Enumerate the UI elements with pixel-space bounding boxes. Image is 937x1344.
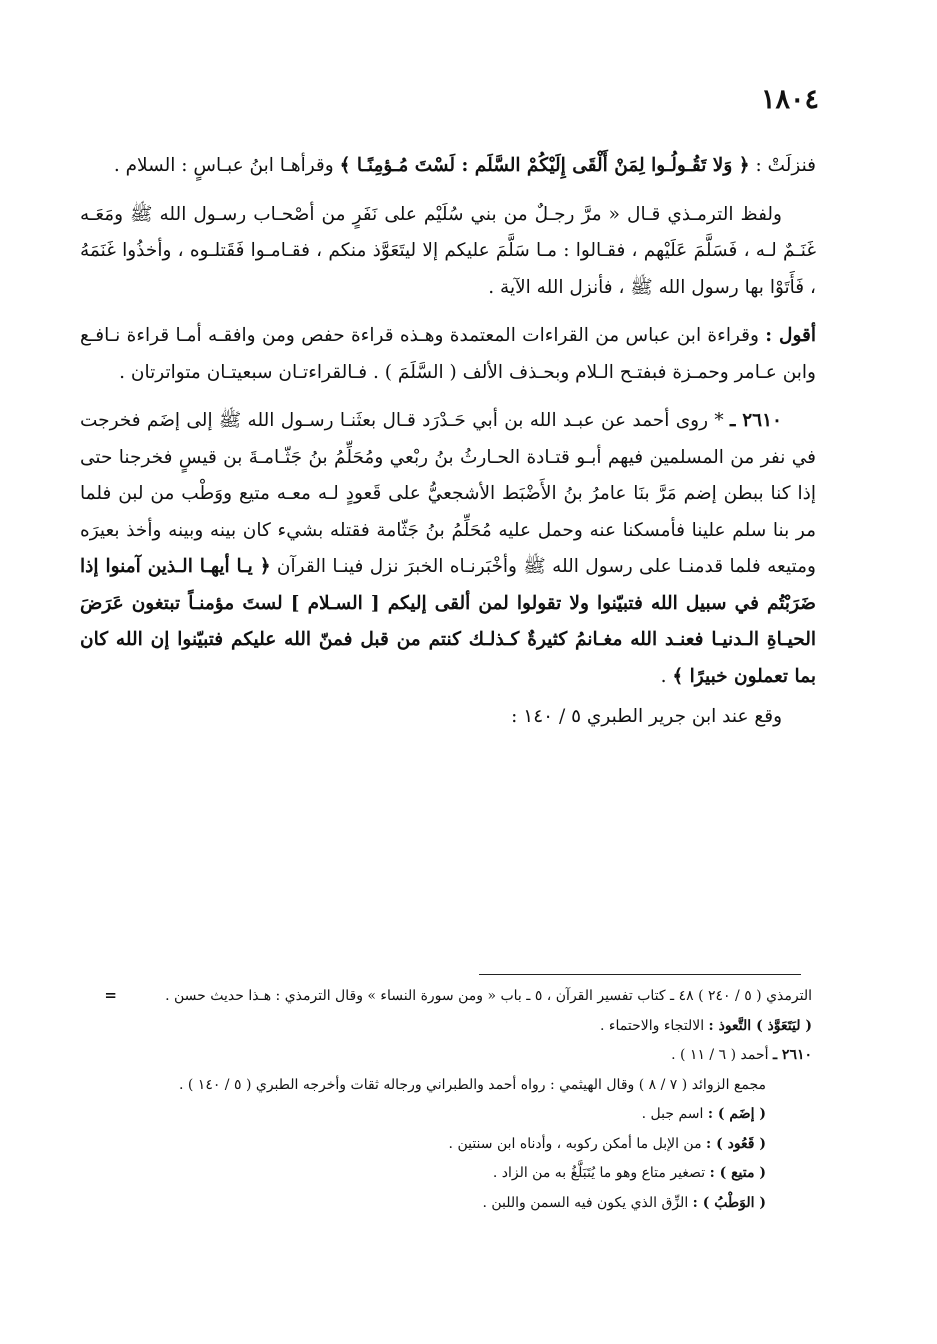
- footnote-term: ( متيع ) :: [709, 1165, 766, 1181]
- footnote-text: الزِّق الذي يكون فيه السمن واللبن .: [482, 1194, 693, 1211]
- footnote-line: [90, 1041, 812, 1071]
- footnote-line: [90, 1100, 812, 1130]
- footnote-line: [90, 1130, 812, 1160]
- paragraph-tabari: [80, 699, 816, 736]
- footnote-term: ( ليَتَعَوَّذ ) التَّعوذ :: [708, 1017, 812, 1034]
- footnote-continuation-mark: =: [104, 986, 117, 1004]
- footnotes: [90, 982, 812, 1218]
- page-number: ١٨٠٤: [760, 84, 819, 115]
- footnote-line: [90, 982, 812, 1012]
- footnote-line: [90, 1071, 812, 1101]
- paragraph-text: ولفظ الترمـذي قـال « مرَّ رجـلٌ من بني سُلَيْم على نَفَرٍ من أصْحـاب رسـول الله ﷺ ومَعَـه غَنَـمٌ لـه ، فَسَلَّمَ عَلَيْهم ، فقـالوا : مـا سَلَّمَ عليكم إلا ليتَعَوَّذ منكم ، فقـامـوا فَقَتلـوه ، وأخذُوا غَنَمَهُ ، فَأَتَوْا بها رسول الله ﷺ ، فأنزل الله الآية .: [80, 203, 816, 298]
- footnote-line: [90, 1159, 812, 1189]
- footnote-text: الترمذي ( ٥ / ٢٤٠ ) ٤٨ ـ كتاب تفسير القرآن ، ٥ ـ باب « ومن سورة النساء » وقال الترمذي : هـذا حديث حسن .: [165, 988, 812, 1004]
- footnote-text: مجمع الزوائد ( ٧ / ٨ ) وقال الهيثمي : رواه أحمد والطبراني ورجاله ثقات وأخرجه الطبري ( ٥ / ١٤٠ ) .: [178, 1076, 766, 1093]
- footnote-term: ٢٦١٠ ـ: [772, 1047, 812, 1063]
- paragraph-text: وقرأهـا ابنُ عبـاسٍ : السلام .: [113, 155, 340, 176]
- paragraph-tirmidhi: [80, 197, 816, 307]
- paragraph-text: فنزلَتْ :: [749, 155, 816, 176]
- footnote-line: [90, 1189, 812, 1219]
- main-text: [80, 148, 816, 736]
- paragraph-text: وقراءة ابن عباس من القراءات المعتمدة وهـذه قراءة حفص ومن وافقـه أمـا قراءة نـافـع وابن عـامر وحمـزة فبفتـح الـلام وبحـذف الألف ( السَّلَمَ ) . فـالقراءتـان سبعيتـان متواترتان .: [80, 325, 816, 383]
- commentary-label: أقول :: [765, 325, 816, 346]
- hadith-number: ٢٦١٠ ـ: [729, 410, 782, 431]
- hadith-2610: [80, 403, 816, 695]
- quran-verse: ﴿ وَلا تَقُـولُـوا لِمَنْ أَلْقَى إِلَيْكُمْ السَّلَم : لَسْتَ مُـؤمِنًـا ﴾: [339, 155, 750, 176]
- footnote-text: أحمد ( ٦ / ١١ ) .: [671, 1047, 773, 1063]
- paragraph-text: وقع عند ابن جرير الطبري ٥ / ١٤٠ :: [511, 706, 782, 727]
- footnote-text: اسم جبل .: [641, 1106, 708, 1122]
- footnote-divider: [479, 974, 801, 975]
- footnote-term: ( إضَم ) :: [707, 1106, 766, 1122]
- quran-verse: ﴿ يـا أيهـا الـذين آمنوا إذا ضَرَبْتُم في سبيل الله فتبيّنوا ولا تقولوا لمن ألقى إليكم [ السـلام ] لستَ مؤمنـاً تبتغون عَرَضَ الحيـاةِ الـدنيـا فعنـد الله مغـانمُ كثيرةٌ كـذلـك كنتم من قبل فمنّ الله عليكم فتبيّنوا إن الله كان بما تعملون خبيرًا ﴾: [80, 556, 816, 687]
- footnote-term: ( الوَطْبُ ) :: [692, 1194, 766, 1211]
- paragraph-commentary: [80, 318, 816, 391]
- footnote-line: [90, 1012, 812, 1042]
- footnote-text: من الإبل ما أمكن ركوبه ، وأدناه ابن سنتين .: [448, 1135, 707, 1152]
- paragraph-revelation: [80, 148, 816, 185]
- hadith-text: * روى أحمد عن عبـد الله بن أبي حَـدْرَد قـال بعثَنـا رسـول الله ﷺ إلى إضَم فخرجت في نفر من المسلمين فيهم أبـو قتـادة الحـارثُ بنُ ربْعي ومُحَلِّمُ بنُ جَثّـامـةَ بن قيسٍ فخرجنا حتى إذا كنا ببطن إضم مَرَّ بنَا عامرُ بنُ الأَضْبَط الأشجعيُّ على قَعودٍ لـه معـه متيع ووَطْب من لبن فلما مر بنا سلم علينا فأمسكنا عنه وحمل عليه مُحَلِّمُ بنُ جَثّامة فقتله بشيء كان بينه وبينه وأخذ بعيرَه ومتيعه فلما قدمنـا على رسول الله ﷺ وأخْبَرنـاه الخبرَ نزل فينـا القرآن: [80, 410, 816, 577]
- paragraph-text: .: [660, 665, 673, 687]
- footnote-text: الالتجاء والاحتماء .: [600, 1017, 709, 1034]
- footnote-text: تصغير متاع وهو ما يُتَبَلَّغُ به من الزاد .: [492, 1165, 710, 1181]
- footnote-term: ( قَعُود ) :: [706, 1135, 766, 1152]
